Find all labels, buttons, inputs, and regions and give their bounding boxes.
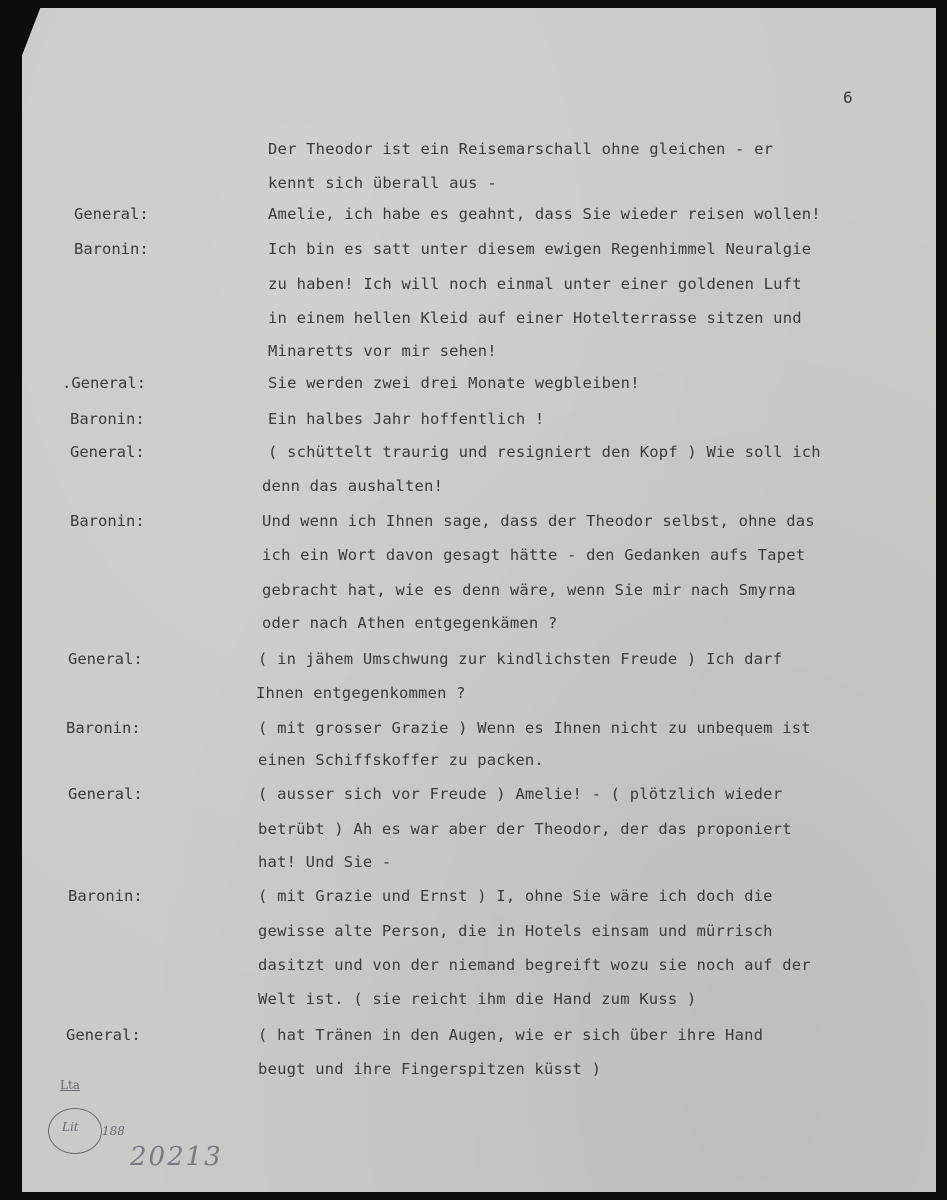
speaker-label: Baronin: bbox=[70, 410, 145, 428]
text-line: Amelie, ich habe es geahnt, dass Sie wieder reisen wollen! bbox=[268, 205, 821, 223]
speaker-label: General: bbox=[66, 1026, 141, 1044]
speaker-label: Baronin: bbox=[74, 240, 149, 258]
text-line: Ich bin es satt unter diesem ewigen Regenhimmel Neuralgie bbox=[268, 240, 812, 258]
text-line: ( ausser sich vor Freude ) Amelie! - ( plötzlich wieder bbox=[258, 785, 783, 803]
speaker-label: General: bbox=[68, 785, 143, 803]
text-line: Und wenn ich Ihnen sage, dass der Theodor selbst, ohne das bbox=[262, 512, 815, 530]
speaker-label: .General: bbox=[62, 374, 146, 392]
archive-stamp-text: Lit bbox=[62, 1120, 79, 1134]
text-line: Ein halbes Jahr hoffentlich ! bbox=[268, 410, 545, 428]
archive-inventory-number: 20213 bbox=[130, 1142, 223, 1172]
text-line: in einem hellen Kleid auf einer Hotelterrasse sitzen und bbox=[268, 309, 802, 327]
text-line: betrübt ) Ah es war aber der Theodor, der das proponiert bbox=[258, 820, 792, 838]
speaker-label: General: bbox=[68, 650, 143, 668]
text-line: gewisse alte Person, die in Hotels einsam und mürrisch bbox=[258, 922, 773, 940]
text-line: Der Theodor ist ein Reisemarschall ohne gleichen - er bbox=[268, 140, 774, 158]
text-line: denn das aushalten! bbox=[262, 477, 444, 495]
text-line: ( mit Grazie und Ernst ) I, ohne Sie wäre ich doch die bbox=[258, 887, 773, 905]
text-line: zu haben! Ich will noch einmal unter einer goldenen Luft bbox=[268, 275, 802, 293]
text-line: dasitzt und von der niemand begreift wozu sie noch auf der bbox=[258, 956, 811, 974]
archive-number: 188 bbox=[102, 1124, 125, 1138]
text-line: ( in jähem Umschwung zur kindlichsten Freude ) Ich darf bbox=[258, 650, 783, 668]
text-line: gebracht hat, wie es denn wäre, wenn Sie mir nach Smyrna bbox=[262, 581, 796, 599]
text-line: Minaretts vor mir sehen! bbox=[268, 342, 497, 360]
speaker-label: Baronin: bbox=[68, 887, 143, 905]
text-line: ( hat Tränen in den Augen, wie er sich über ihre Hand bbox=[258, 1026, 764, 1044]
text-line: hat! Und Sie - bbox=[258, 853, 392, 871]
speaker-label: Baronin: bbox=[66, 719, 141, 737]
text-line: Welt ist. ( sie reicht ihm die Hand zum Kuss ) bbox=[258, 990, 697, 1008]
text-line: beugt und ihre Fingerspitzen küsst ) bbox=[258, 1060, 602, 1078]
speaker-label: Baronin: bbox=[70, 512, 145, 530]
speaker-label: General: bbox=[74, 205, 149, 223]
text-line: ich ein Wort davon gesagt hätte - den Gedanken aufs Tapet bbox=[262, 546, 806, 564]
text-line: Ihnen entgegenkommen ? bbox=[256, 684, 466, 702]
text-line: ( schüttelt traurig und resigniert den Kopf ) Wie soll ich bbox=[268, 443, 821, 461]
text-line: oder nach Athen entgegenkämen ? bbox=[262, 614, 558, 632]
archive-mark-top: Lta bbox=[60, 1078, 80, 1092]
text-line: einen Schiffskoffer zu packen. bbox=[258, 751, 544, 769]
text-line: ( mit grosser Grazie ) Wenn es Ihnen nicht zu unbequem ist bbox=[258, 719, 811, 737]
speaker-label: General: bbox=[70, 443, 145, 461]
page-number: 6 bbox=[843, 88, 853, 107]
text-line: kennt sich überall aus - bbox=[268, 174, 497, 192]
text-line: Sie werden zwei drei Monate wegbleiben! bbox=[268, 374, 640, 392]
